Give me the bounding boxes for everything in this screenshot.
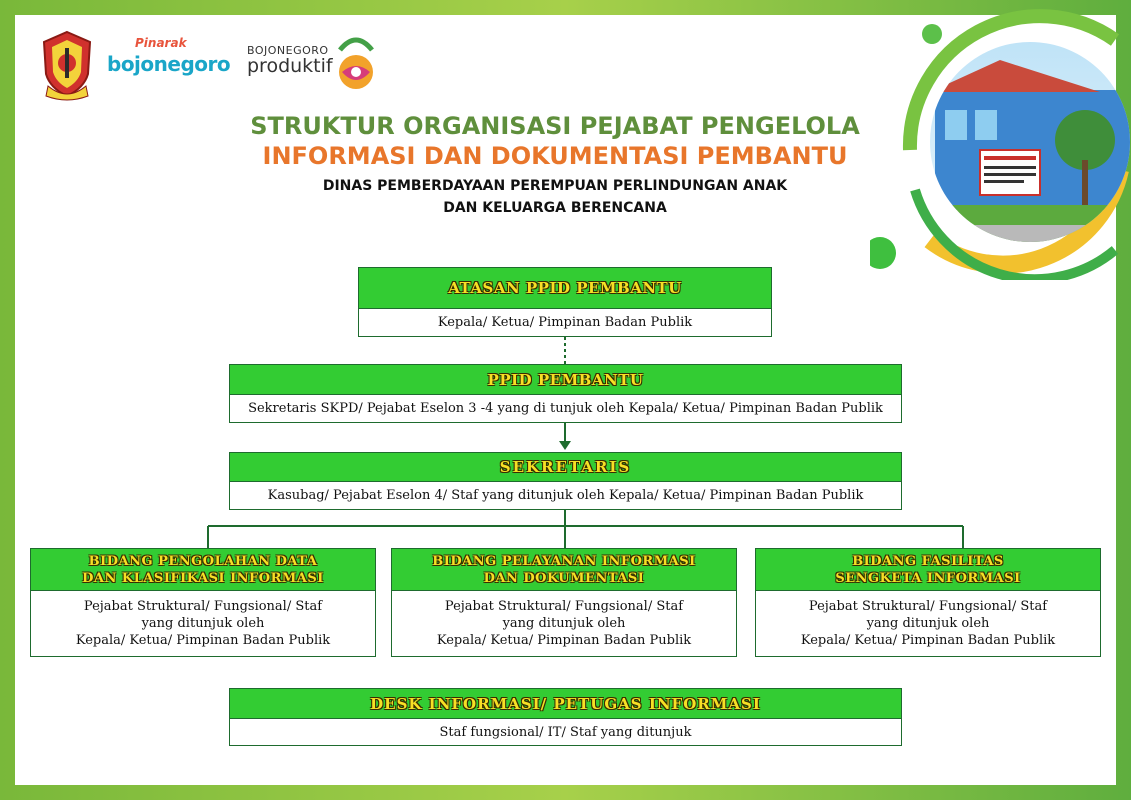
desk-box <box>229 688 902 746</box>
bidang-3-body: Pejabat Struktural/ Fungsional/ Staf yang ditunjuk oleh Kepala/ Ketua/ Pimpinan Badan Publik <box>800 599 1056 648</box>
bidang-2-title: BIDANG PELAYANAN INFORMASI DAN DOKUMENTASI <box>392 549 736 591</box>
sekretaris-body: Kasubag/ Pejabat Eselon 4/ Staf yang ditunjuk oleh Kepala/ Ketua/ Pimpinan Badan Publik <box>267 488 864 503</box>
bidang-box-3 <box>755 548 1101 657</box>
productive-logo-main: produktif <box>247 55 333 77</box>
subtitle-line-1: DINAS PEMBERDAYAAN PEREMPUAN PERLINDUNGAN ANAK <box>322 178 788 194</box>
pinarak-logo-small: Pinarak <box>135 36 187 50</box>
bidang-1-body: Pejabat Struktural/ Fungsional/ Staf yang ditunjuk oleh Kepala/ Ketua/ Pimpinan Badan Publik <box>75 599 331 648</box>
bidang-2-body: Pejabat Struktural/ Fungsional/ Staf yang ditunjuk oleh Kepala/ Ketua/ Pimpinan Badan Publik <box>436 599 692 648</box>
atasan-title: ATASAN PPID PEMBANTU <box>359 268 771 309</box>
desk-body: Staf fungsional/ IT/ Staf yang ditunjuk <box>439 724 692 740</box>
bidang-box-2 <box>391 548 737 657</box>
atasan-box <box>358 267 772 337</box>
ppid-body: Sekretaris SKPD/ Pejabat Eselon 3 -4 yang di tunjuk oleh Kepala/ Ketua/ Pimpinan Badan Publik <box>248 401 883 416</box>
subtitle-line-2: DAN KELUARGA BERENCANA <box>443 200 667 216</box>
title-line-2: INFORMASI DAN DOKUMENTASI PEMBANTU <box>262 142 848 170</box>
bidang-3-title: BIDANG FASILITAS SENGKETA INFORMASI <box>756 549 1100 591</box>
productive-logo-small: BOJONEGORO <box>247 44 329 57</box>
arrow-head <box>559 441 571 450</box>
sekretaris-box <box>229 452 902 510</box>
bidang-box-1 <box>30 548 376 657</box>
ppid-title: PPID PEMBANTU <box>230 365 901 395</box>
atasan-body: Kepala/ Ketua/ Pimpinan Badan Publik <box>437 315 693 330</box>
ppid-box <box>229 364 902 423</box>
desk-title: DESK INFORMASI/ PETUGAS INFORMASI <box>230 689 901 719</box>
bidang-1-title: BIDANG PENGOLAHAN DATA DAN KLASIFIKASI INFORMASI <box>31 549 375 591</box>
sekretaris-title: SEKRETARIS <box>230 453 901 482</box>
pinarak-logo-main: bojonegoro <box>107 52 231 76</box>
title-line-1: STRUKTUR ORGANISASI PEJABAT PENGELOLA <box>250 112 860 140</box>
